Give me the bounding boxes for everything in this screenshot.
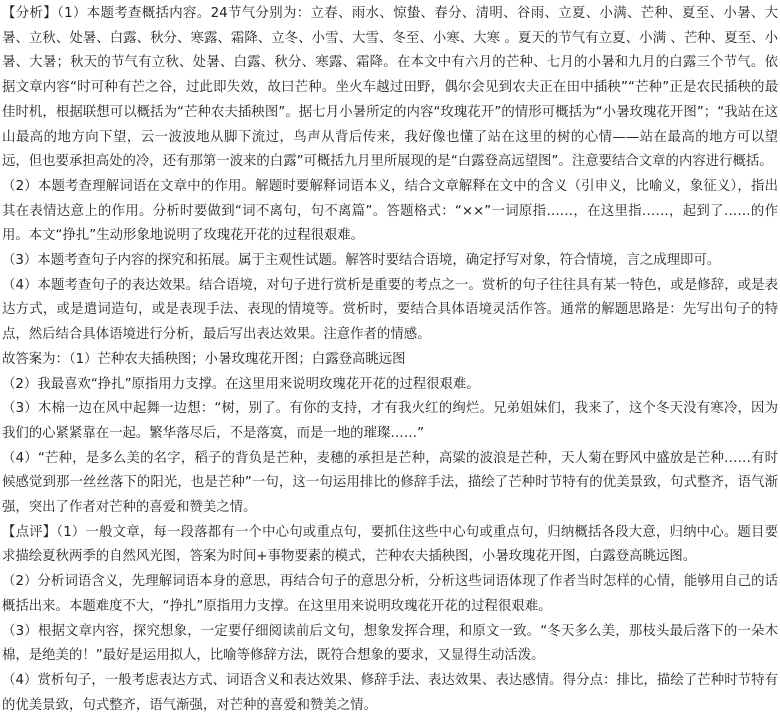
comment-paragraph: 【点评】（1）一般文章，每一段落都有一个中心句或重点句，要抓住这些中心句或重点句，归纳概括各段大意，归纳中心。题目要求描绘夏秋两季的自然风光图，答案为时间+事物要素的模式，芒种农夫插秧图，小暑玫瑰花开图，白露登高眺远图。	[2, 524, 778, 565]
comment-paragraph: （4）赏析句子，一般考虑表达方式、词语含义和表达效果、修辞手法、表达效果、表达感情。得分点：排比，描绘了芒种时节特有的优美景致，句式整齐，语气渐强，对芒种的喜爱和赞美之情。	[2, 672, 778, 713]
answer-paragraph: （3）木棉一边在风中起舞一边想：“树，别了。有你的支持，才有我火红的绚烂。兄弟姐妹们，我来了，这个冬天没有寒冷，因为我们的心紧紧靠在一起。繁华落尽后，不是落寞，而是一地的璀璨……”	[2, 401, 778, 441]
comment-paragraph: （3）根据文章内容，探究想象，一定要仔细阅读前后文句，想象发挥合理，和原文一致。“冬天多么美，那枝头最后落下的一朵木棉，是绝美的！”最好是运用拟人，比喻等修辞方法，既符合想象的要求，又显得生动活泼。	[2, 623, 778, 664]
analysis-paragraph: 【分析】（1）本题考查概括内容。24节气分别为：立春、雨水、惊蛰、春分、清明、谷雨、立夏、小满、芒种、夏至、小暑、大暑、立秋、处暑、白露、秋分、寒露、霜降、立冬、小雪、大雪、冬至、小寒、大寒 。夏天的节气有立夏、小满 、芒种、夏至、小暑、大暑；秋天的节气有立秋、处暑、白露、秋分、寒露、霜降。在本文中有六月的芒种、七月的小暑和九月的白露三个节气。依据文章内容“时可种有芒之谷，过此即失效，故曰芒种。坐火车越过田野，偶尔会见到农夫正在田中插秧”“芒种”正是农民插秧的最佳时机，根据联想可以概括为“芒种农夫插秧图”。据七月小暑所定的内容“玫瑰花开”的情形可概括为“小暑玫瑰花开图”；“我站在这山最高的地方向下望，云一波波地从脚下流过，鸟声从背后传来，我好像也懂了站在这里的树的心情——站在最高的地方可以望远，但也要承担高处的冷，还有那第一波来的白露”可概括九月里所展现的是“白露登高远望图”。注意要结合文章的内容进行概括。	[2, 6, 778, 170]
answer-paragraph: （2）我最喜欢“挣扎”原指用力支撑。在这里用来说明玫瑰花开花的过程很艰难。	[2, 376, 480, 392]
answer-paragraph: （4）“芒种，是多么美的名字，稻子的背负是芒种，麦穗的承担是芒种，高粱的波浪是芒种，天人菊在野风中盛放是芒种……有时候感觉到那一丝丝落下的阳光，也是芒种”一句，这一句运用排比的修辞手法，描绘了芒种时节特有的优美景致，句式整齐，语气渐强，突出了作者对芒种的喜爱和赞美之情。	[2, 450, 778, 516]
answer-paragraph: 故答案为：（1）芒种农夫插秧图；小暑玫瑰花开图；白露登高眺远图	[2, 351, 406, 367]
analysis-paragraph: （3）本题考查句子内容的探究和拓展。属于主观性试题。解答时要结合语境，确定抒写对象，符合情境，言之成理即可。	[2, 253, 721, 269]
analysis-paragraph: （4）本题考查句子的表达效果。结合语境，对句子进行赏析是重要的考点之一。赏析的句子往往具有某一特色，或是修辞，或是表达方式，或是遣词造句，或是表现手法、表现的情境等。赏析时，要结合具体语境灵活作答。通常的解题思路是：先写出句子的特点，然后结合具体语境进行分析，最后写出表达效果。注意作者的情感。	[2, 277, 778, 343]
comment-paragraph: （2）分析词语含义，先理解词语本身的意思，再结合句子的意思分析，分析这些词语体现了作者当时怎样的心情，能够用自己的话概括出来。本题难度不大，“挣扎”原指用力支撑。在这里用来说明玫瑰花开花的过程很艰难。	[2, 574, 778, 614]
analysis-paragraph: （2）本题考查理解词语在文章中的作用。解题时要解释词语本义，结合文章解释在文中的含义（引申义，比喻义，象征义），指出其在表情达意上的作用。分析时要做到“词不离句，句不离篇”。答题格式：“××”一词原指……，在这里指……，起到了……的作用。本文“挣扎”生动形象地说明了玫瑰花开花的过程很艰难。	[2, 178, 778, 244]
